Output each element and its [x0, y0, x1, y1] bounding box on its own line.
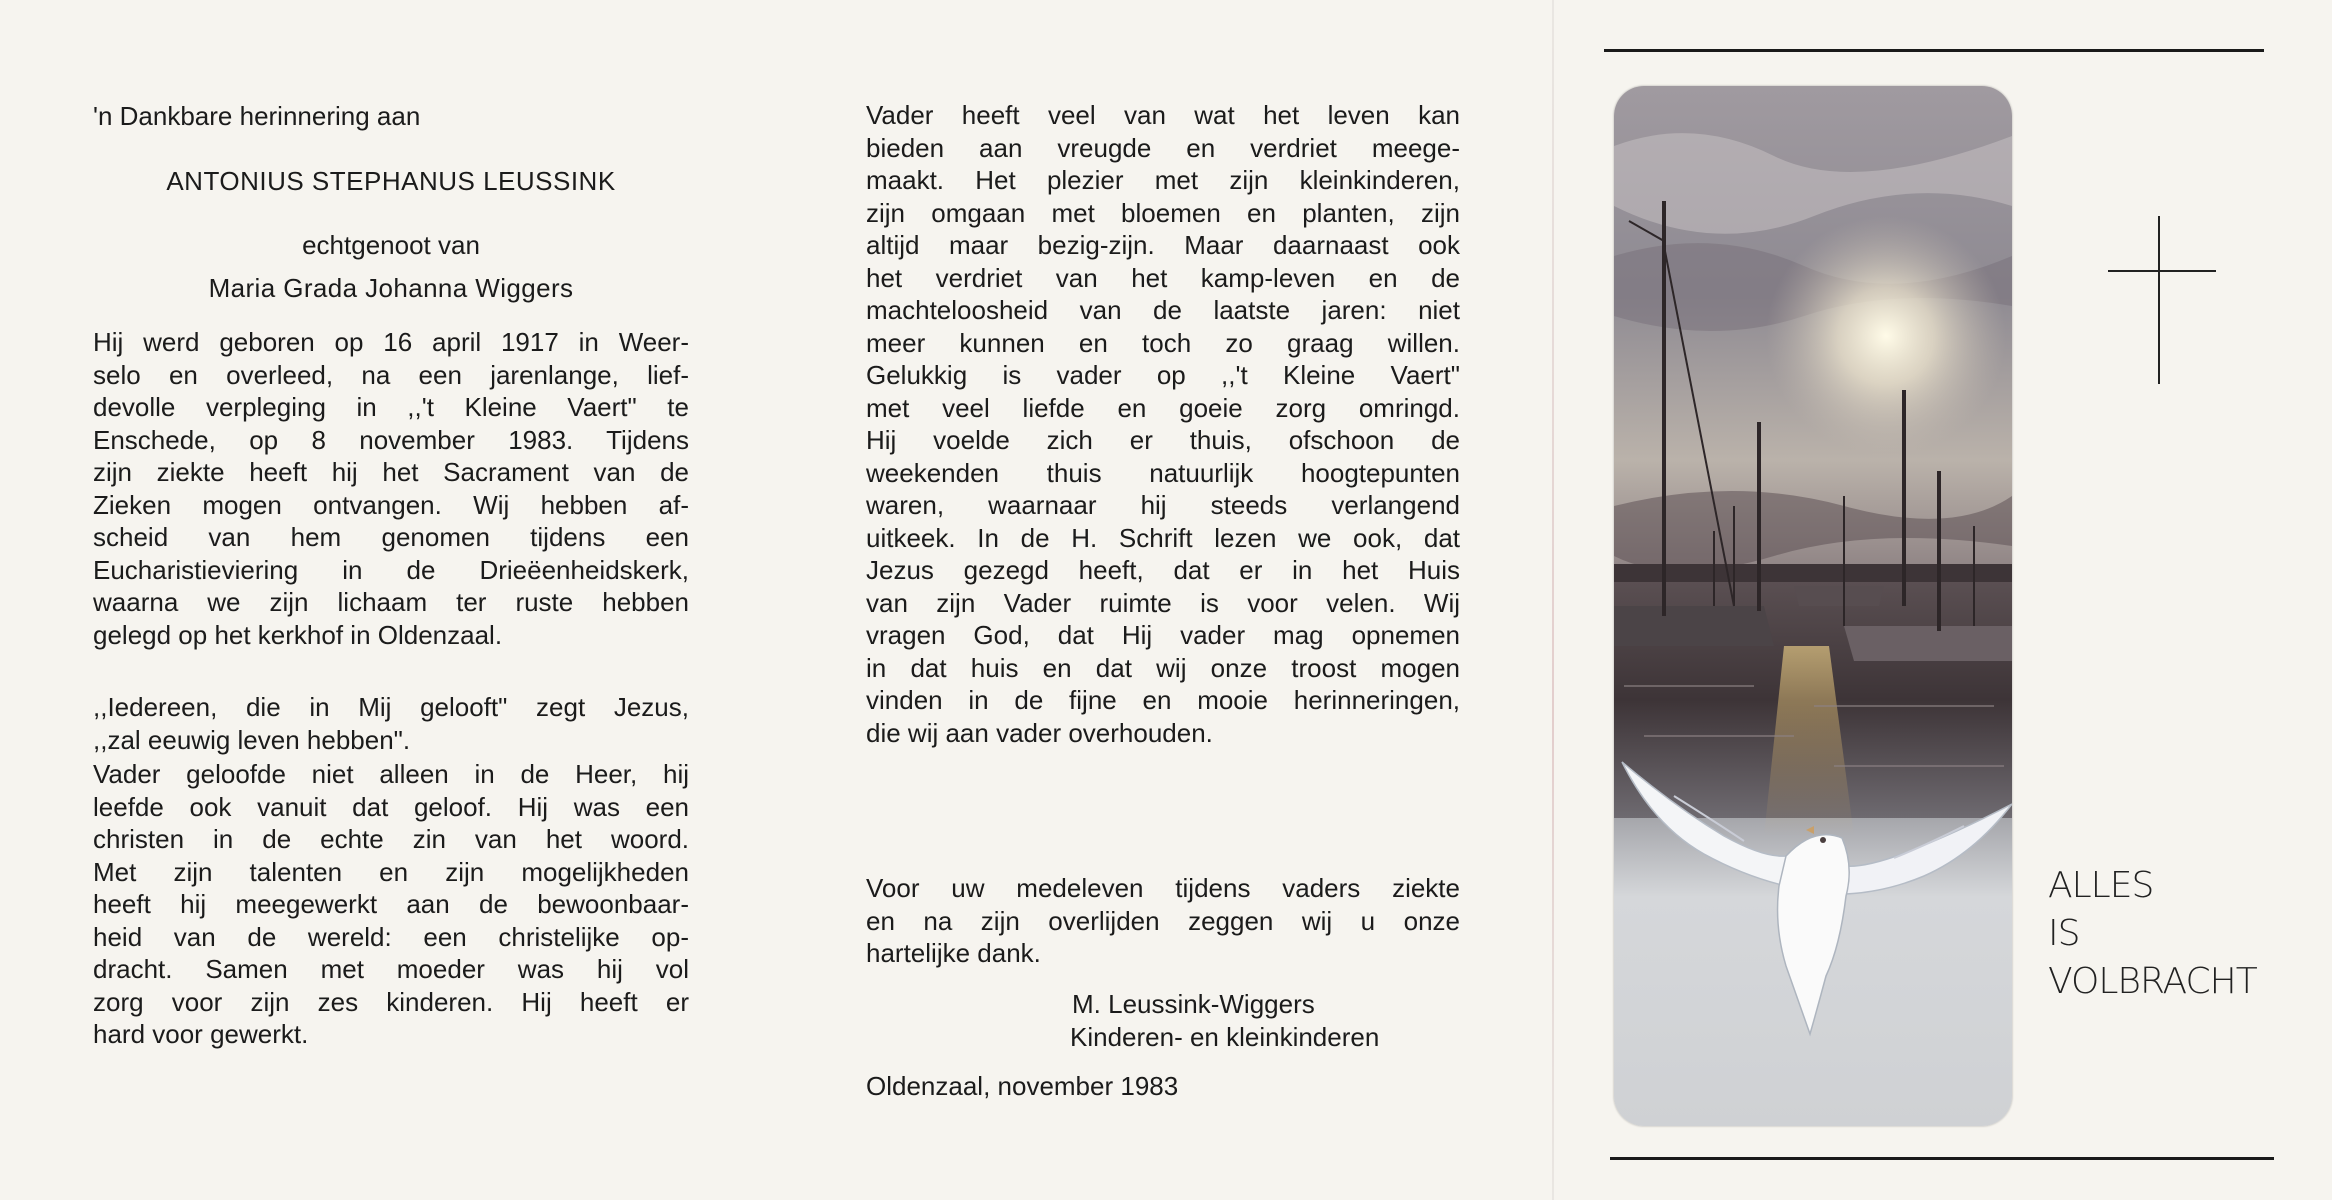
top-rule [1604, 49, 2264, 52]
quote-line: ,,Iedereen, die in Mij gelooft" zegt Jezus, [93, 692, 689, 722]
main-line: vragen God, dat Hij vader mag opnemen [866, 620, 1460, 650]
bio-line: Enschede, op 8 november 1983. Tijdens [93, 424, 689, 455]
bio-paragraph [93, 326, 689, 651]
faith-line: leefde ook vanuit dat geloof. Hij was een [93, 791, 689, 822]
motto-line: ALLES [2048, 865, 2154, 906]
thanks-line: en na zijn overlijden zeggen wij u onze [866, 905, 1460, 936]
main-line: altijd maar bezig-zijn. Maar daarnaast ook [866, 230, 1460, 260]
main-line: uitkeek. In de H. Schrift lezen we ook, dat [866, 522, 1460, 553]
main-line: weekenden thuis natuurlijk hoogtepunten [866, 457, 1460, 488]
main-line: die wij aan vader overhouden. [866, 717, 1213, 748]
main-line: Hij voelde zich er thuis, ofschoon de [866, 425, 1460, 455]
thanks-line: Voor uw medeleven tijdens vaders ziekte [866, 873, 1460, 903]
faith-line: heid van de wereld: een christelijke op- [93, 921, 689, 952]
spouse-label: echtgenoot van [302, 230, 480, 260]
main-line: waren, waarnaar hij steeds verlangend [866, 490, 1460, 520]
bio-line: Zieken mogen ontvangen. Wij hebben af- [93, 489, 689, 520]
harbor-sunset-dove-photo [1614, 86, 2012, 1126]
cross-bar [2108, 270, 2216, 272]
intro-text: 'n Dankbare herinnering aan [93, 101, 421, 131]
faith-line: dracht. Samen met moeder was hij vol [93, 954, 689, 984]
signature-family: Kinderen- en kleinkinderen [1070, 1022, 1380, 1052]
bio-line: scheid van hem genomen tijdens een [93, 522, 689, 552]
thanks-paragraph [866, 872, 1460, 970]
faith-line: Met zijn talenten en zijn mogelijkheden [93, 856, 689, 887]
faith-line: heeft hij meegewerkt aan de bewoonbaar- [93, 889, 689, 919]
left-column [93, 100, 689, 1051]
place-date: Oldenzaal, november 1983 [866, 1071, 1179, 1101]
main-line: vinden in de fijne en mooie herinneringen, [866, 685, 1460, 715]
motto [2048, 862, 2257, 1006]
spouse-name: Maria Grada Johanna Wiggers [208, 272, 574, 303]
main-line: Gelukkig is vader op ,,'t Kleine Vaert" [866, 360, 1460, 390]
bio-line: Eucharistieviering in de Drieëenheidskerk, [93, 554, 689, 585]
motto-line: IS [2048, 913, 2080, 954]
bottom-rule [1610, 1157, 2274, 1160]
bio-line: waarna we zijn lichaam ter ruste hebben [93, 587, 689, 617]
card-fold [1552, 0, 1554, 1200]
faith-line: Vader geloofde niet alleen in de Heer, hij [93, 759, 689, 789]
faith-line: christen in de echte zin van het woord. [93, 824, 689, 854]
main-line: zijn omgaan met bloemen en planten, zijn [866, 197, 1460, 228]
deceased-name: ANTONIUS STEPHANUS LEUSSINK [166, 165, 616, 196]
bio-line: selo en overleed, na een jarenlange, lief- [93, 359, 689, 390]
bio-line: zijn ziekte heeft hij het Sacrament van de [93, 457, 689, 487]
bio-line: gelegd op het kerkhof in Oldenzaal. [93, 619, 503, 650]
cross-icon [2158, 216, 2160, 384]
main-line: bieden aan vreugde en verdriet meege- [866, 132, 1460, 163]
main-line: het verdriet van het kamp-leven en de [866, 262, 1460, 293]
main-line: Jezus gezegd heeft, dat er in het Huis [866, 555, 1460, 585]
main-line: in dat huis en dat wij onze troost mogen [866, 652, 1460, 683]
bio-line: devolle verpleging in ,,'t Kleine Vaert" te [93, 392, 689, 422]
bio-line: Hij werd geboren op 16 april 1917 in Weer- [93, 327, 689, 357]
main-line: van zijn Vader ruimte is voor velen. Wij [866, 587, 1460, 618]
thanks-line: hartelijke dank. [866, 938, 1041, 968]
main-line: Vader heeft veel van wat het leven kan [866, 100, 1460, 130]
signature-name: M. Leussink-Wiggers [1072, 989, 1315, 1019]
quote-paragraph [93, 691, 689, 756]
right-column-main [866, 99, 1460, 749]
main-line: machteloosheid van de laatste jaren: niet [866, 295, 1460, 325]
motto-line: VOLBRACHT [2048, 961, 2257, 1002]
faith-paragraph [93, 758, 689, 1051]
main-line: meer kunnen en toch zo graag willen. [866, 327, 1460, 358]
signature-block [1070, 988, 1379, 1054]
faith-line: hard voor gewerkt. [93, 1019, 309, 1049]
quote-line: ,,zal eeuwig leven hebben". [93, 724, 411, 755]
main-line: maakt. Het plezier met zijn kleinkinderen, [866, 165, 1460, 195]
main-line: met veel liefde en goeie zorg omringd. [866, 392, 1460, 423]
faith-line: zorg voor zijn zes kinderen. Hij heeft er [93, 986, 689, 1017]
